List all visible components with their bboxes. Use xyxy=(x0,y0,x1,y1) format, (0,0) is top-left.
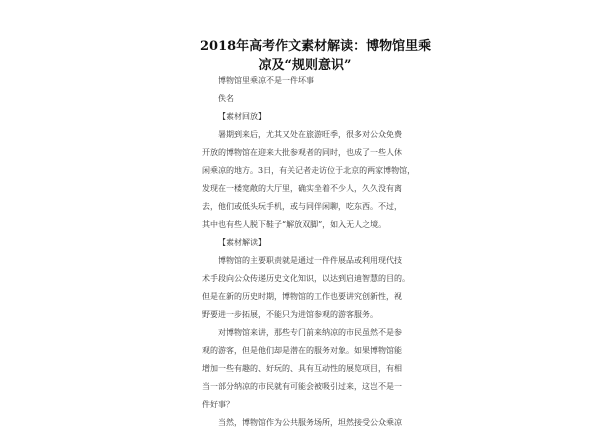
text-line: 【素材解读】 xyxy=(218,238,266,247)
text-line: 当一部分纳凉的市民就有可能会被吸引过来，这岂不是一 xyxy=(202,382,402,391)
title-line-1: 2018年高考作文素材解读：博物馆里乘 xyxy=(200,39,432,54)
text-line: 【素材回放】 xyxy=(218,112,266,121)
text-line: 佚名 xyxy=(218,94,234,103)
document-body xyxy=(202,72,416,432)
text-line: 但是在新的历史时期，博物馆的工作也要讲究创新性，视 xyxy=(202,292,402,301)
text-line: 当然，博物馆作为公共服务场所，坦然接受公众乘凉 xyxy=(218,418,402,427)
title-line-2: 凉及“规则意识” xyxy=(258,58,352,73)
text-line: 去，他们或低头玩手机，或与同伴闲聊，吃东西。不过， xyxy=(202,202,402,211)
text-line: 对博物馆来讲，那些专门前来纳凉的市民虽然不是参 xyxy=(218,328,402,337)
text-line: 观的游客，但是他们却是潜在的服务对象。如果博物馆能 xyxy=(202,346,402,355)
text-line: 野要进一步拓展，不能只为进馆参观的游客服务。 xyxy=(202,310,378,319)
text-line: 博物馆的主要职责就是通过一件件展品或利用现代技 xyxy=(218,256,402,265)
text-line: 其中也有些人脱下鞋子“解放双脚”，如入无人之境。 xyxy=(202,220,387,229)
text-line: 件好事？ xyxy=(202,400,234,409)
text-line: 博物馆里乘凉不是一件坏事 xyxy=(218,76,314,85)
text-line: 开放的博物馆在迎来大批参观者的同时，也成了一些人休 xyxy=(202,148,402,157)
text-line: 发现在一楼宽敞的大厅里，确实坐着不少人，久久没有离 xyxy=(202,184,402,193)
text-line: 术手段向公众传递历史文化知识，以达到启迪智慧的目的。 xyxy=(202,274,410,283)
document-title xyxy=(200,37,432,75)
text-line: 暑期到来后，尤其又处在旅游旺季，很多对公众免费 xyxy=(218,130,402,139)
text-line: 闲乘凉的地方。3日，有关记者走访位于北京的两家博物馆， xyxy=(202,166,416,175)
text-line: 增加一些有趣的、好玩的、具有互动性的展览项目，有相 xyxy=(202,364,402,373)
